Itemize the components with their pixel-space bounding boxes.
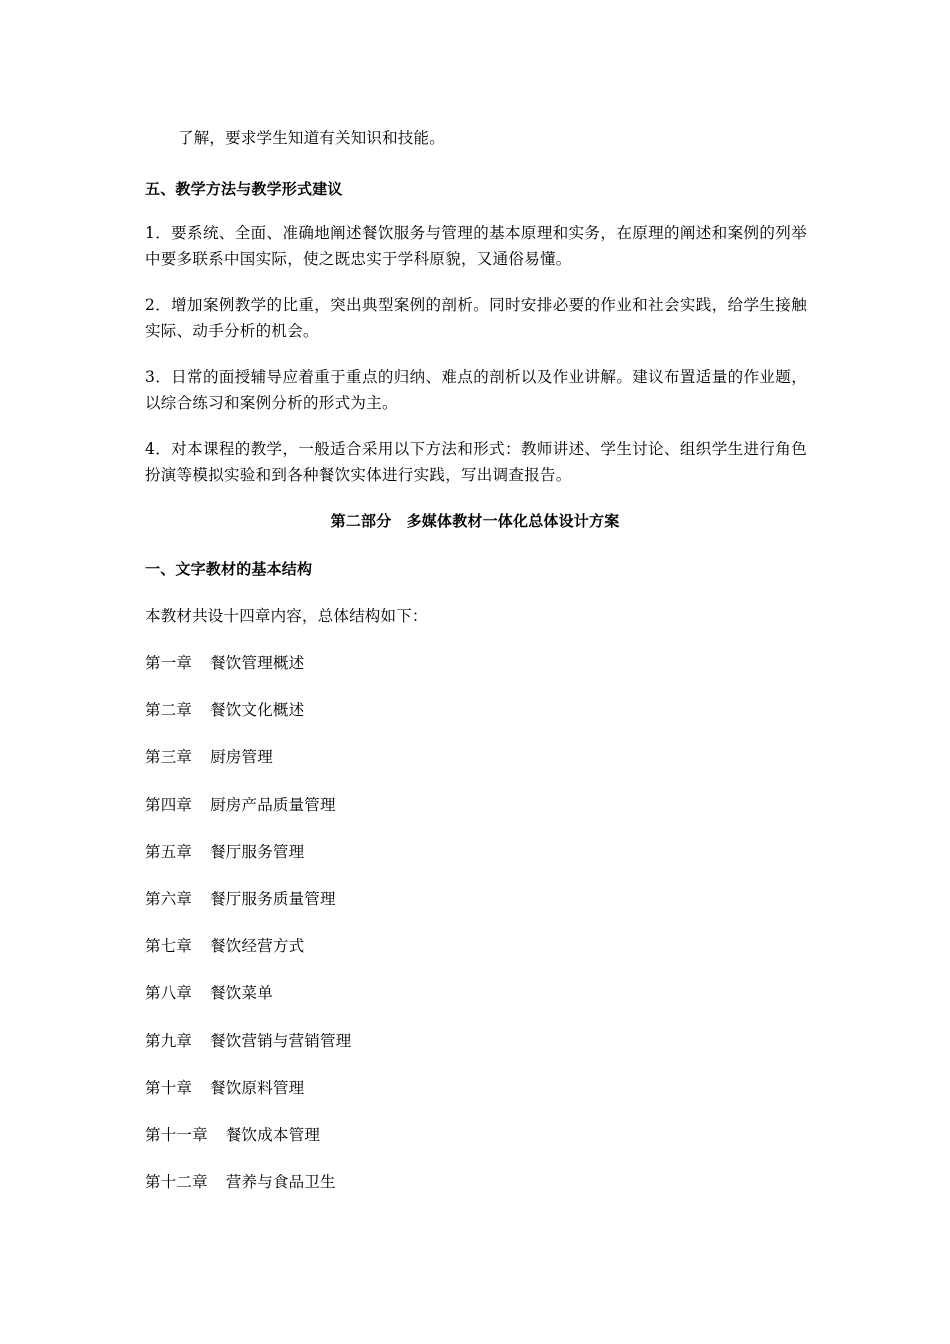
chapter-number: 第三章 bbox=[145, 748, 193, 766]
paragraph-item-4: 4．对本课程的教学，一般适合采用以下方法和形式：教师讲述、学生讨论、组织学生进行角色扮演等模拟实验和到各种餐饮实体进行实践，写出调查报告。 bbox=[145, 440, 807, 484]
chapter-item bbox=[145, 982, 273, 1004]
chapter-number: 第四章 bbox=[145, 796, 193, 814]
chapter-number: 第十二章 bbox=[145, 1173, 208, 1191]
chapter-title: 厨房管理 bbox=[210, 748, 273, 766]
chapter-number: 第二章 bbox=[145, 701, 193, 719]
chapter-number: 第七章 bbox=[145, 937, 193, 955]
section-heading-text-structure: 一、文字教材的基本结构 bbox=[145, 560, 313, 578]
chapter-number: 第九章 bbox=[145, 1032, 193, 1050]
chapter-title: 餐饮菜单 bbox=[210, 984, 273, 1002]
chapter-title: 餐厅服务质量管理 bbox=[210, 890, 336, 908]
chapter-item bbox=[145, 652, 304, 674]
structure-intro: 本教材共设十四章内容，总体结构如下： bbox=[145, 607, 428, 625]
chapter-title: 餐饮经营方式 bbox=[210, 937, 305, 955]
chapter-title: 餐饮原料管理 bbox=[210, 1079, 305, 1097]
chapter-item bbox=[145, 1171, 336, 1193]
chapter-item bbox=[145, 1030, 351, 1052]
chapter-item bbox=[145, 935, 304, 957]
chapter-title: 餐饮成本管理 bbox=[225, 1126, 321, 1144]
chapter-title: 餐厅服务管理 bbox=[210, 843, 305, 861]
chapter-item bbox=[145, 1077, 304, 1099]
section-heading-teaching-methods: 五、教学方法与教学形式建议 bbox=[145, 180, 343, 198]
chapter-number: 第六章 bbox=[145, 890, 193, 908]
chapter-title: 营养与食品卫生 bbox=[225, 1173, 336, 1191]
chapter-item bbox=[145, 1124, 320, 1146]
chapter-item bbox=[145, 746, 273, 768]
part-title: 第二部分 多媒体教材一体化总体设计方案 bbox=[330, 512, 620, 530]
chapter-number: 第八章 bbox=[145, 984, 193, 1002]
chapter-item bbox=[145, 794, 336, 816]
intro-line: 了解，要求学生知道有关知识和技能。 bbox=[178, 129, 445, 147]
chapter-title: 餐饮管理概述 bbox=[210, 654, 305, 672]
chapter-item bbox=[145, 699, 304, 721]
paragraph-item-3: 3．日常的面授辅导应着重于重点的归纳、难点的剖析以及作业讲解。建议布置适量的作业题，以综合练习和案例分析的形式为主。 bbox=[145, 368, 807, 412]
chapter-item bbox=[145, 841, 304, 863]
paragraph-item-1: 1．要系统、全面、准确地阐述餐饮服务与管理的基本原理和实务，在原理的阐述和案例的列举中要多联系中国实际，使之既忠实于学科原貌，又通俗易懂。 bbox=[145, 224, 807, 268]
chapter-number: 第五章 bbox=[145, 843, 193, 861]
chapter-number: 第一章 bbox=[145, 654, 193, 672]
chapter-number: 第十一章 bbox=[145, 1126, 208, 1144]
paragraph-item-2: 2．增加案例教学的比重，突出典型案例的剖析。同时安排必要的作业和社会实践，给学生接触实际、动手分析的机会。 bbox=[145, 296, 807, 340]
chapter-number: 第十章 bbox=[145, 1079, 193, 1097]
chapter-item bbox=[145, 888, 336, 910]
chapter-title: 餐饮文化概述 bbox=[210, 701, 305, 719]
chapter-title: 厨房产品质量管理 bbox=[210, 796, 336, 814]
chapter-title: 餐饮营销与营销管理 bbox=[210, 1032, 352, 1050]
